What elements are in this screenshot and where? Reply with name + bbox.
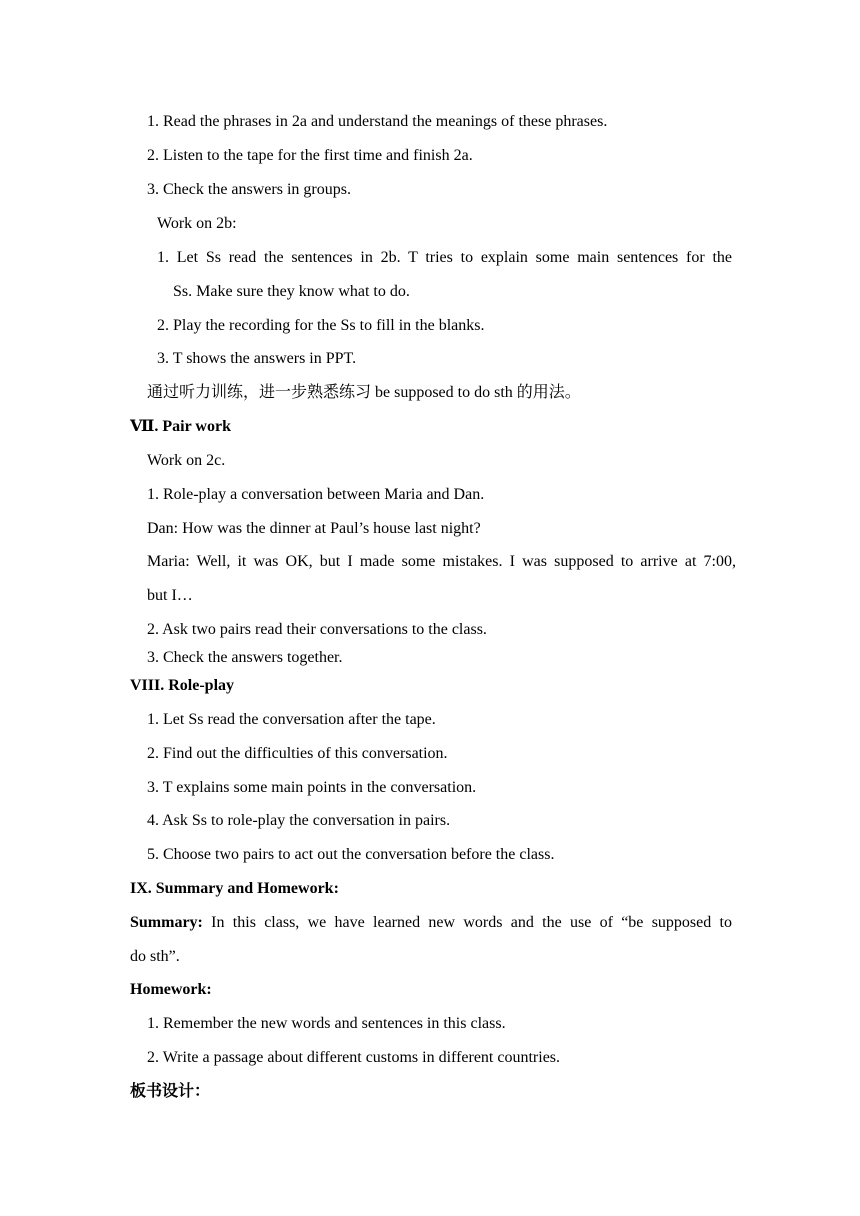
summary-paragraph bbox=[130, 913, 732, 933]
pair-work-step-2: 2. Ask two pairs read their conversations to the class. bbox=[147, 621, 487, 638]
dialog-maria: Maria: Well, it was OK, but I made some mistakes. I was supposed to arrive at 7:00, bbox=[147, 553, 736, 570]
role-play-step-2: 2. Find out the difficulties of this conversation. bbox=[147, 745, 448, 762]
work-2b-step-1: 1. Let Ss read the sentences in 2b. T tries to explain some main sentences for the bbox=[157, 249, 732, 266]
dialog-dan: Dan: How was the dinner at Paul’s house last night? bbox=[147, 520, 481, 537]
summary-text: In this class, we have learned new words and the use of “be supposed to bbox=[202, 914, 732, 931]
summary-text-continued: do sth”. bbox=[130, 948, 180, 965]
summary-homework-heading: IX. Summary and Homework: bbox=[130, 880, 339, 897]
work-2b-step-2: 2. Play the recording for the Ss to fill in the blanks. bbox=[157, 317, 485, 334]
listening-step-2: 2. Listen to the tape for the first time and finish 2a. bbox=[147, 147, 473, 164]
role-play-step-5: 5. Choose two pairs to act out the conversation before the class. bbox=[147, 846, 555, 863]
dialog-maria-continued: but I… bbox=[147, 587, 193, 604]
listening-step-3: 3. Check the answers in groups. bbox=[147, 181, 351, 198]
listening-step-1: 1. Read the phrases in 2a and understand the meanings of these phrases. bbox=[147, 113, 608, 130]
summary-label: Summary: bbox=[130, 914, 203, 931]
work-2b-heading: Work on 2b: bbox=[157, 215, 237, 232]
role-play-step-3: 3. T explains some main points in the conversation. bbox=[147, 779, 477, 796]
homework-label: Homework: bbox=[130, 981, 212, 998]
homework-step-1: 1. Remember the new words and sentences in this class. bbox=[147, 1015, 506, 1032]
board-design-label: 板书设计： bbox=[130, 1083, 211, 1100]
pair-work-step-1: 1. Role-play a conversation between Maria and Dan. bbox=[147, 486, 485, 503]
role-play-step-4: 4. Ask Ss to role-play the conversation in pairs. bbox=[147, 812, 451, 829]
purpose-note: 通过听力训练，进一步熟悉练习 be supposed to do sth 的用法。 bbox=[147, 384, 581, 401]
pair-work-intro: Work on 2c. bbox=[147, 452, 226, 469]
homework-step-2: 2. Write a passage about different customs in different countries. bbox=[147, 1049, 561, 1066]
pair-work-heading: Ⅶ. Pair work bbox=[130, 418, 231, 435]
role-play-step-1: 1. Let Ss read the conversation after the tape. bbox=[147, 711, 436, 728]
role-play-heading: VIII. Role-play bbox=[130, 677, 235, 694]
pair-work-step-3: 3. Check the answers together. bbox=[147, 649, 343, 666]
work-2b-step-1-continued: Ss. Make sure they know what to do. bbox=[173, 283, 410, 300]
work-2b-step-3: 3. T shows the answers in PPT. bbox=[157, 350, 357, 367]
